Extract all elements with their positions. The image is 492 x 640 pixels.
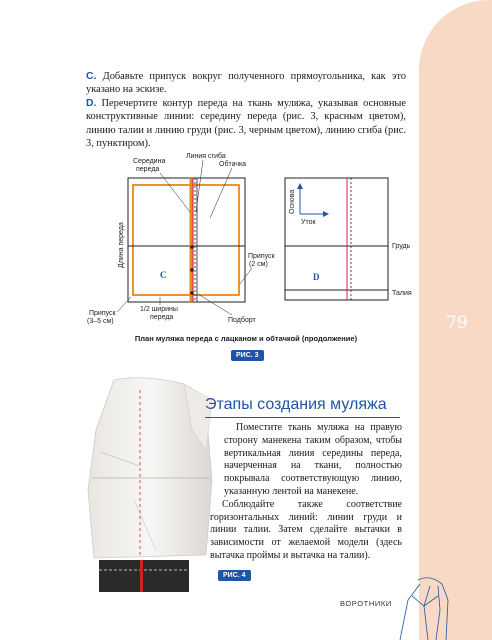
label-warp: Основа: [289, 189, 296, 214]
label-allowance-2cm-line1: Припуск: [248, 253, 275, 260]
panel-c-marker-dot-2: [190, 291, 194, 295]
pointer-center-front: [160, 173, 190, 212]
label-front-length: Длина переда: [118, 222, 125, 268]
pointer-allowance-2cm: [240, 268, 252, 284]
step-d-letter: D.: [86, 97, 97, 109]
label-bust: Грудь: [392, 243, 411, 250]
label-weft: Уток: [301, 219, 316, 226]
label-allowance-small-line1: Припуск: [89, 310, 116, 317]
panel-c-outer-rect: [128, 178, 245, 302]
figure-3-badge: РИС. 3: [231, 350, 264, 361]
panel-c-letter: C: [160, 270, 167, 280]
label-fold-line: Линия сгиба: [186, 153, 226, 160]
label-half-width-line2: переда: [150, 314, 174, 321]
form-stand: [99, 560, 189, 592]
section-paragraph-1: Поместите ткань муляжа на правую сторону манекена таким образом, чтобы вертикальная линия середины переда, начерченная на ткани, полностью покрывала соответствующую линию, указанную лентой на манекене.: [224, 422, 402, 497]
figure-4-badge: РИС. 4: [218, 570, 251, 581]
footer-section-name: ВОРОТНИКИ: [340, 599, 392, 608]
warp-arrow-head: [297, 183, 303, 189]
panel-c-marker-dot-1: [190, 268, 194, 272]
label-facing: Обтачка: [219, 161, 247, 168]
label-waist: Талия: [392, 290, 412, 297]
panel-c-marker-dot-3: [190, 245, 194, 249]
step-c-letter: C.: [86, 71, 97, 82]
panel-d-letter: D: [313, 272, 320, 282]
page-number: 79: [446, 313, 468, 333]
pointer-allowance-small: [117, 297, 131, 312]
label-half-width-line1: 1/2 ширины: [140, 306, 178, 313]
step-c-text: Добавьте припуск вокруг полученного прямоугольника, как это указано на эскизе.: [86, 71, 406, 96]
figure-4-photo: [74, 370, 216, 592]
section-title: Этапы создания муляжа: [205, 396, 387, 413]
label-center-front-line1: Середина: [133, 158, 166, 165]
label-allowance-2cm-line2: (2 см): [249, 261, 268, 268]
label-lapel: Подборт: [228, 317, 256, 324]
step-d-text: Перечертите контур переда на ткань муляжа, указывая основные конструктивные линии: середину переда (рис. 3, красным цветом), линию талии и линию груди (рис. 3, черным цветом), линию сгиба (рис. 3, пунктиром).: [86, 97, 406, 150]
form-center-tape: [140, 560, 143, 592]
figure-3-caption: План муляжа переда с лацканом и обтачкой (продолжение): [134, 334, 358, 343]
label-center-front-line2: переда: [136, 166, 160, 173]
dress-form-drawing: [74, 370, 216, 592]
section-paragraph-2: Соблюдайте также соответствие горизонтальных линий: линии груди и линии талии. Затем сделайте вытачки в зависимости от желаемой модели (здесь вытачка проймы и вытачка на талии).: [210, 498, 402, 561]
section-body: [210, 422, 402, 563]
pointer-facing: [210, 168, 232, 218]
pointer-lapel: [198, 294, 232, 315]
panel-c-allowance-rect: [133, 185, 239, 295]
weft-arrow-head: [323, 211, 329, 217]
section-title-rule: [205, 417, 400, 418]
label-allowance-small-line2: (3–5 см): [87, 318, 114, 325]
